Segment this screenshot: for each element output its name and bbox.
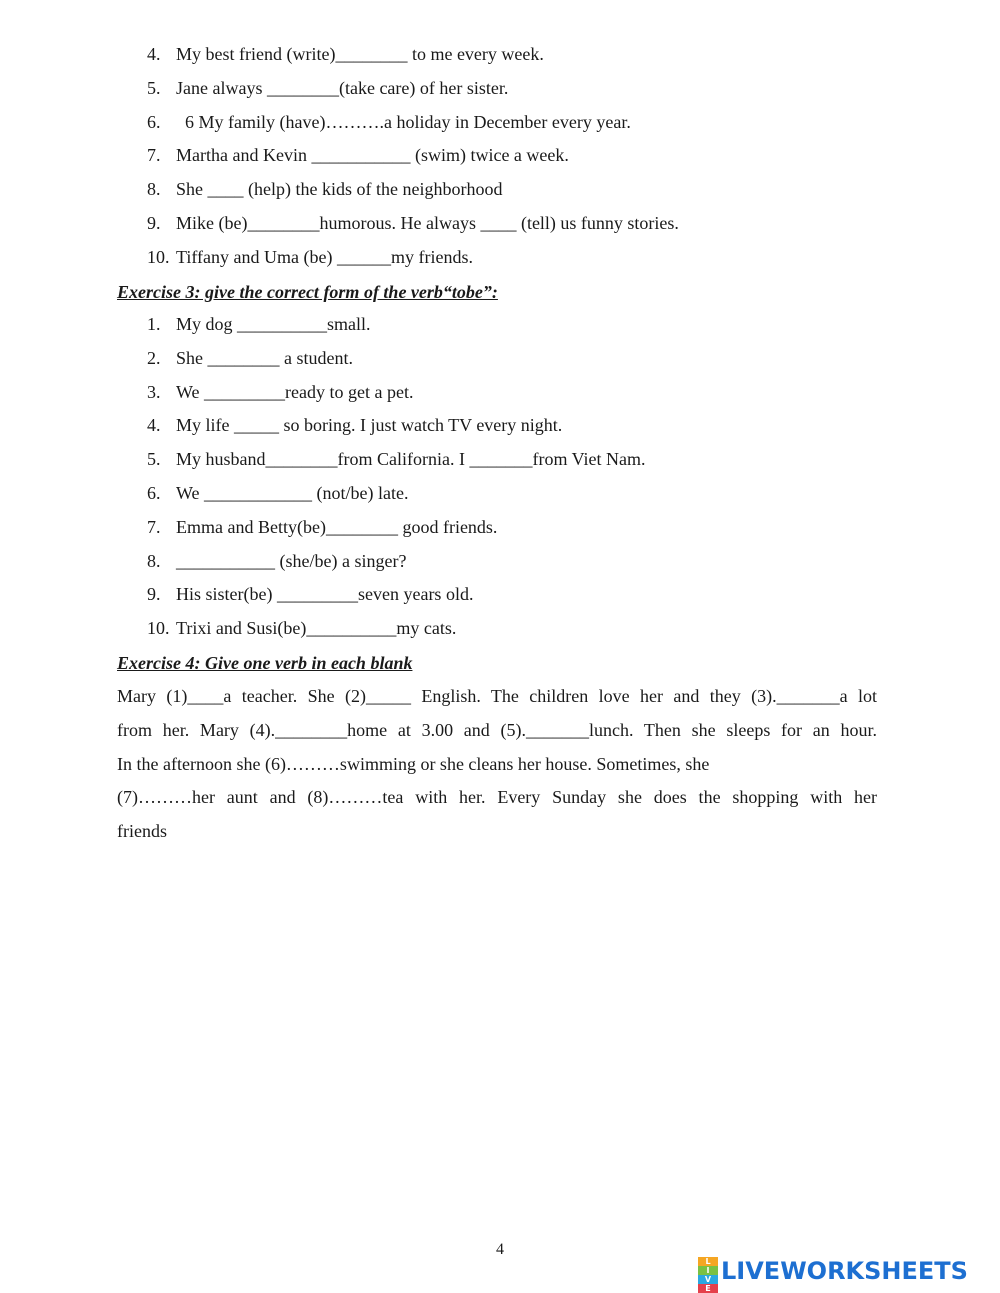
item-text: Mike (be)________humorous. He always ____ (tell) us funny stories.: [176, 212, 679, 233]
exercise-3-item-4: [0, 409, 1000, 443]
paragraph-line: from her. Mary (4).________home at 3.00 and (5)._______lunch. Then she sleeps for an hour.: [117, 719, 877, 740]
exercise-3-list: [0, 308, 1000, 646]
paragraph-line: In the afternoon she (6)………swimming or she cleans her house. Sometimes, she: [117, 753, 710, 774]
item-number: 3.: [147, 381, 161, 402]
exercise-2-item-8: [0, 173, 1000, 207]
exercise-3-item-10: [0, 612, 1000, 646]
item-number: 6.: [147, 482, 161, 503]
item-text: Jane always ________(take care) of her sister.: [176, 77, 509, 98]
item-number: 5.: [147, 77, 161, 98]
item-text: My best friend (write)________ to me every week.: [176, 44, 544, 64]
exercise-3-item-2: [0, 342, 1000, 376]
item-text: Emma and Betty(be)________ good friends.: [176, 516, 498, 537]
item-text: We _________ready to get a pet.: [176, 381, 414, 402]
item-number: 10.: [147, 618, 170, 639]
logo-letter: L: [698, 1257, 718, 1266]
item-text: We ____________ (not/be) late.: [176, 482, 409, 503]
item-number: 4.: [147, 44, 161, 64]
exercise-4-paragraph: [117, 680, 877, 849]
exercise-3-item-8: [0, 545, 1000, 579]
item-text: Trixi and Susi(be)__________my cats.: [176, 618, 457, 639]
item-text: My dog __________small.: [176, 314, 371, 334]
item-number: 9.: [147, 212, 161, 233]
liveworksheets-brand: [698, 1253, 968, 1293]
exercise-2-item-5: [0, 72, 1000, 106]
item-number: 9.: [147, 584, 161, 605]
exercise-2-item-4: [0, 38, 1000, 72]
exercise-2-list: [0, 38, 1000, 275]
item-number: 1.: [147, 314, 161, 334]
exercise-2-item-10: [0, 241, 1000, 275]
item-text: ___________ (she/be) a singer?: [176, 550, 407, 571]
brand-name: LIVEWORKSHEETS: [721, 1257, 968, 1285]
exercise-3-heading: Exercise 3: give the correct form of the verb“tobe”:: [117, 282, 498, 302]
exercise-2-item-6: [0, 106, 1000, 140]
item-number: 8.: [147, 550, 161, 571]
item-number: 7.: [147, 516, 161, 537]
item-text: Martha and Kevin ___________ (swim) twice a week.: [176, 145, 569, 166]
logo-letter: I: [698, 1266, 718, 1275]
item-text: She ________ a student.: [176, 347, 353, 368]
paragraph-line: (7)………her aunt and (8)………tea with her. Every Sunday she does the shopping with her: [117, 787, 877, 808]
item-text: Tiffany and Uma (be) ______my friends.: [176, 246, 473, 267]
exercise-2-item-9: [0, 207, 1000, 241]
item-text: My husband________from California. I _______from Viet Nam.: [176, 449, 646, 470]
exercise-3-item-6: [0, 477, 1000, 511]
item-number: 10.: [147, 246, 170, 267]
item-number: 8.: [147, 179, 161, 200]
paragraph-line: friends: [117, 821, 167, 842]
item-text: 6 My family (have)……….a holiday in December every year.: [176, 111, 631, 132]
logo-letter: E: [698, 1284, 718, 1293]
item-text: She ____ (help) the kids of the neighborhood: [176, 179, 503, 200]
logo-letter: V: [698, 1275, 718, 1284]
exercise-3-item-3: [0, 376, 1000, 410]
item-number: 2.: [147, 347, 161, 368]
paragraph-line: Mary (1)____a teacher. She (2)_____ English. The children love her and they (3)._______a lot: [117, 686, 877, 706]
item-text: His sister(be) _________seven years old.: [176, 584, 474, 605]
exercise-3-item-9: [0, 578, 1000, 612]
exercise-3-item-1: [0, 308, 1000, 342]
liveworksheets-logo-icon: [698, 1257, 718, 1293]
exercise-4-heading: Exercise 4: Give one verb in each blank: [117, 653, 413, 673]
item-number: 5.: [147, 449, 161, 470]
page-number: 4: [496, 1241, 504, 1258]
exercise-2-item-7: [0, 139, 1000, 173]
exercise-3-item-7: [0, 511, 1000, 545]
item-number: 6.: [147, 111, 161, 132]
exercise-3-item-5: [0, 443, 1000, 477]
item-number: 7.: [147, 145, 161, 166]
item-number: 4.: [147, 415, 161, 436]
item-text: My life _____ so boring. I just watch TV every night.: [176, 415, 563, 436]
